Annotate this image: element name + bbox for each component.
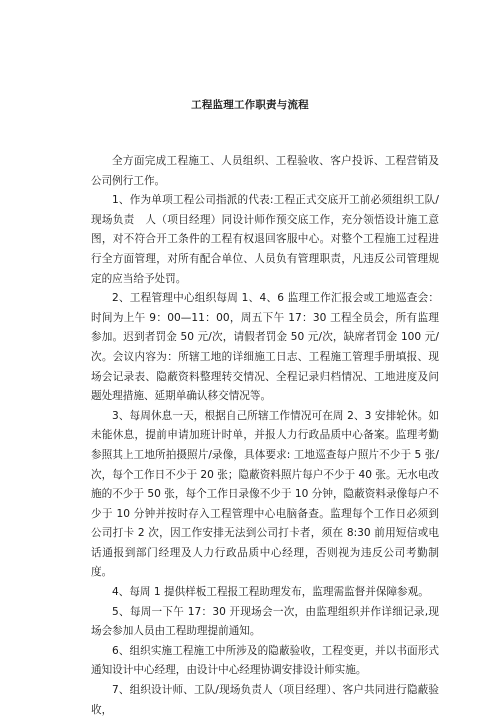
paragraph-4: 4、每周 1 提供样板工程报工程助理发布，监理需监督并保障参观。 xyxy=(112,586,429,599)
paragraph-5: 5、每周一下午 17：30 开现场会一次，由监理组织并作详细记录,现场会参加人员由工程助理提前通知。 xyxy=(91,605,439,638)
paragraph-1: 1、作为单项工程公司指派的代表:工程正式交底开工前必须组织工队/现场负责 人（项目经理）同设计师作预交底工作，充分领悟设计施工意图，对不符合开工条件的工程有权退回客服中心。对整个工程施工过程进行全方面管理，对所有配合单位、人员负有管理职责，凡违反公司管理规定的应当给予处罚。 xyxy=(91,194,439,285)
paragraph-intro: 全方面完成工程施工、人员组织、工程验收、客户投诉、工程营销及公司例行工作。 xyxy=(91,155,439,187)
paragraph-7: 7、组织设计师、工队/现场负责人（项目经理）、客户共同进行隐蔽验收， xyxy=(91,684,439,716)
paragraph-3: 3、每周休息一天，根据自己所辖工作情况可在周 2、3 安排轮休。如未能休息，提前申请加班计时单，并报人力行政品质中心备案。监理考勤参照其上工地所拍摄照片/录像，具体要求: 工地巡查每户照片不少于 5 张/次，每个工作日不少于 20 张；隐蔽资料照片每户不少于 40 张。无水电改施的不少于 50 张，每个工作日录像不少于 10 分钟，隐蔽资料录像每户不少于 10 分钟并按时存入工程管理中心电脑备查。监理每个工作日必须到公司打卡 2 次，因工作安排无法到公司打卡者，须在 8:30 前用短信或电话通报到部门经理及人力行政品质中心经理，否则视为违反公司考勤制度。 xyxy=(91,409,439,579)
document-title: 工程监理工作职责与流程 xyxy=(191,99,309,111)
paragraph-6: 6、组织实施工程施工中所涉及的隐蔽验收，工程变更，并以书面形式通知设计中心经理，由设计中心经理协调安排设计师实施。 xyxy=(91,644,439,677)
document-body xyxy=(91,152,439,720)
paragraph-2: 2、工程管理中心组织每周 1、4、6 监理工作汇报会或工地巡查会：时间为上午 9：00—11：00，周五下午 17：30 工程全员会，所有监理参加。迟到者罚金 50 元/次，请假者罚金 50 元/次，缺席者罚金 100 元/次。会议内容为：所辖工地的详细施工日志、工程施工管理手册填报、现场会记录表、隐蔽资料整理转交情况、全程记录归档情况、工地进度及问题处理措施、延期单确认移交情况等。 xyxy=(91,292,439,403)
